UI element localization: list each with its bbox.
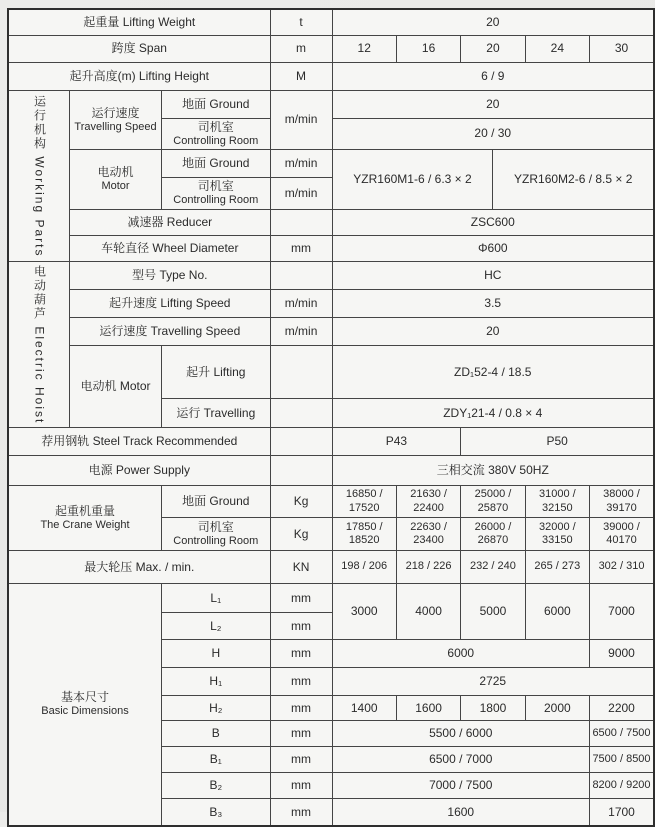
wp-motor-cab-unit: m/min [270, 178, 332, 210]
lifting-weight-unit: t [270, 9, 332, 35]
basic-dimensions-label-en: Basic Dimensions [41, 705, 129, 718]
electric-hoist-section-label: 电动葫芦 Electric Hoist [8, 262, 70, 428]
crane-spec-table [7, 8, 655, 827]
crane-weight-cab-unit: Kg [270, 518, 332, 551]
lifting-height-value: 6 / 9 [332, 62, 654, 90]
hoist-motor-travelling-unit [270, 399, 332, 428]
max-wheel-load-value: 302 / 310 [590, 551, 654, 584]
wp-motor-cab-label-zh: 司机室 [197, 179, 234, 194]
dim-h2-value: 1800 [461, 696, 525, 721]
dim-h2-value: 1400 [332, 696, 396, 721]
hoist-lifting-speed-label: 起升速度 Lifting Speed [70, 290, 271, 318]
wp-motor-label-en: Motor [101, 180, 130, 193]
wp-motor-value-right: YZR160M2-6 / 8.5 × 2 [493, 150, 654, 210]
working-parts-section-label: 运行机构 Working Parts [8, 90, 70, 262]
crane-weight-cab-label [162, 518, 271, 551]
steel-track-value-left: P43 [332, 428, 461, 456]
max-wheel-load-value: 232 / 240 [461, 551, 525, 584]
span-unit: m [270, 35, 332, 62]
wp-motor-label-zh: 电动机 [97, 165, 134, 180]
hoist-type-value: HC [332, 262, 654, 290]
crane-weight-ground-label: 地面 Ground [162, 486, 271, 518]
dim-h-value-last: 9000 [590, 640, 654, 668]
dim-b3-value-main: 1600 [332, 799, 590, 826]
dim-b3-label: B₃ [162, 799, 271, 826]
row-max-wheel-load [8, 551, 654, 584]
dim-b1-label: B₁ [162, 747, 271, 773]
crane-weight-label-en: The Crane Weight [40, 518, 130, 531]
wp-travelling-speed-label-en: Travelling Speed [74, 120, 157, 133]
crane-weight-cab-label-en: Controlling Room [173, 534, 259, 547]
wp-speed-ground-label: 地面 Ground [162, 90, 271, 118]
hoist-motor-lifting-label: 起升 Lifting [162, 346, 271, 399]
steel-track-unit [270, 428, 332, 456]
row-wheel-diameter [8, 236, 654, 262]
dim-b-value-main: 5500 / 6000 [332, 721, 590, 747]
dim-b2-value-last: 8200 / 9200 [590, 773, 654, 799]
crane-weight-ground-value: 31000 / 32150 [525, 486, 589, 518]
steel-track-label: 荐用钢轨 Steel Track Recommended [8, 428, 270, 456]
wheel-diameter-unit: mm [270, 236, 332, 262]
dim-b-unit: mm [270, 721, 332, 747]
dim-l1-unit: mm [270, 584, 332, 613]
max-wheel-load-value: 265 / 273 [525, 551, 589, 584]
max-wheel-load-label: 最大轮压 Max. / min. [8, 551, 270, 584]
dim-l-value: 5000 [461, 584, 525, 640]
span-value: 16 [396, 35, 460, 62]
dim-l-value: 7000 [590, 584, 654, 640]
dim-l-value: 4000 [396, 584, 460, 640]
wp-travelling-speed-label [70, 90, 162, 150]
crane-weight-cab-value: 17850 / 18520 [332, 518, 396, 551]
span-value: 24 [525, 35, 589, 62]
wp-speed-cab-value: 20 / 30 [332, 118, 654, 150]
crane-weight-label [8, 486, 162, 551]
reducer-label: 减速器 Reducer [70, 210, 271, 236]
row-reducer [8, 210, 654, 236]
hoist-travelling-speed-value: 20 [332, 318, 654, 346]
span-value: 20 [461, 35, 525, 62]
row-wp-speed-ground [8, 90, 654, 118]
basic-dimensions-label-zh: 基本尺寸 [60, 690, 109, 705]
wp-motor-ground-label: 地面 Ground [162, 150, 271, 178]
hoist-motor-travelling-value: ZDY₁21-4 / 0.8 × 4 [332, 399, 654, 428]
crane-weight-cab-value: 26000 / 26870 [461, 518, 525, 551]
dim-b1-unit: mm [270, 747, 332, 773]
dim-h2-value: 1600 [396, 696, 460, 721]
hoist-travelling-speed-unit: m/min [270, 318, 332, 346]
max-wheel-load-unit: KN [270, 551, 332, 584]
dim-l2-unit: mm [270, 613, 332, 640]
crane-weight-cab-value: 32000 / 33150 [525, 518, 589, 551]
span-value: 12 [332, 35, 396, 62]
power-supply-unit [270, 456, 332, 486]
dim-b1-value-main: 6500 / 7000 [332, 747, 590, 773]
dim-b-value-last: 6500 / 7500 [590, 721, 654, 747]
lifting-height-unit: M [270, 62, 332, 90]
dim-h-value-main: 6000 [332, 640, 590, 668]
hoist-motor-lifting-value: ZD₁52-4 / 18.5 [332, 346, 654, 399]
dim-h2-value: 2200 [590, 696, 654, 721]
steel-track-value-right: P50 [461, 428, 654, 456]
dim-b3-unit: mm [270, 799, 332, 826]
dim-b3-value-last: 1700 [590, 799, 654, 826]
dim-h1-unit: mm [270, 668, 332, 696]
hoist-type-label: 型号 Type No. [70, 262, 271, 290]
wp-speed-unit: m/min [270, 90, 332, 150]
max-wheel-load-value: 218 / 226 [396, 551, 460, 584]
crane-weight-cab-value: 39000 / 40170 [590, 518, 654, 551]
crane-weight-ground-value: 21630 / 22400 [396, 486, 460, 518]
row-hoist-motor-lifting [8, 346, 654, 399]
dim-b-label: B [162, 721, 271, 747]
dim-h1-label: H₁ [162, 668, 271, 696]
hoist-lifting-speed-unit: m/min [270, 290, 332, 318]
dim-h-label: H [162, 640, 271, 668]
crane-weight-ground-unit: Kg [270, 486, 332, 518]
row-lifting-height [8, 62, 654, 90]
row-wp-motor-ground [8, 150, 654, 178]
wp-motor-cab-label-en: Controlling Room [173, 194, 259, 207]
row-power-supply [8, 456, 654, 486]
dim-h2-value: 2000 [525, 696, 589, 721]
hoist-motor-label: 电动机 Motor [70, 346, 162, 428]
lifting-weight-value: 20 [332, 9, 654, 35]
dim-h2-unit: mm [270, 696, 332, 721]
wp-speed-cab-label [162, 118, 271, 150]
lifting-weight-label: 起重量 Lifting Weight [8, 9, 270, 35]
row-span [8, 35, 654, 62]
wp-travelling-speed-label-zh: 运行速度 [91, 105, 140, 120]
wp-motor-ground-unit: m/min [270, 150, 332, 178]
hoist-lifting-speed-value: 3.5 [332, 290, 654, 318]
hoist-type-unit [270, 262, 332, 290]
crane-weight-ground-value: 16850 / 17520 [332, 486, 396, 518]
spec-sheet [7, 8, 655, 827]
dim-b2-unit: mm [270, 773, 332, 799]
span-value: 30 [590, 35, 654, 62]
row-hoist-lifting-speed [8, 290, 654, 318]
hoist-motor-travelling-label: 运行 Travelling [162, 399, 271, 428]
wp-motor-cab-label [162, 178, 271, 210]
max-wheel-load-value: 198 / 206 [332, 551, 396, 584]
dim-l1-label: L₁ [162, 584, 271, 613]
wp-speed-cab-label-en: Controlling Room [173, 134, 259, 147]
crane-weight-label-zh: 起重机重量 [54, 503, 115, 518]
crane-weight-cab-label-zh: 司机室 [197, 519, 234, 534]
crane-weight-cab-value: 22630 / 23400 [396, 518, 460, 551]
dim-b1-value-last: 7500 / 8500 [590, 747, 654, 773]
lifting-height-label: 起升高度(m) Lifting Height [8, 62, 270, 90]
wp-motor-label [70, 150, 162, 210]
row-hoist-travelling-speed [8, 318, 654, 346]
wp-speed-cab-label-zh: 司机室 [197, 119, 234, 134]
power-supply-value: 三相交流 380V 50HZ [332, 456, 654, 486]
power-supply-label: 电源 Power Supply [8, 456, 270, 486]
basic-dimensions-label [8, 584, 162, 826]
crane-weight-ground-value: 38000 / 39170 [590, 486, 654, 518]
span-label: 跨度 Span [8, 35, 270, 62]
hoist-motor-lifting-unit [270, 346, 332, 399]
row-hoist-type [8, 262, 654, 290]
dim-b2-label: B₂ [162, 773, 271, 799]
reducer-value: ZSC600 [332, 210, 654, 236]
dim-h1-value: 2725 [332, 668, 654, 696]
hoist-travelling-speed-label: 运行速度 Travelling Speed [70, 318, 271, 346]
dim-l2-label: L₂ [162, 613, 271, 640]
dim-l-value: 3000 [332, 584, 396, 640]
row-steel-track [8, 428, 654, 456]
dim-h2-label: H₂ [162, 696, 271, 721]
row-lifting-weight [8, 9, 654, 35]
wp-speed-ground-value: 20 [332, 90, 654, 118]
crane-weight-ground-value: 25000 / 25870 [461, 486, 525, 518]
row-crane-weight-ground [8, 486, 654, 518]
dim-b2-value-main: 7000 / 7500 [332, 773, 590, 799]
row-dim-l1 [8, 584, 654, 613]
dim-l-value: 6000 [525, 584, 589, 640]
wheel-diameter-label: 车轮直径 Wheel Diameter [70, 236, 271, 262]
dim-h-unit: mm [270, 640, 332, 668]
reducer-unit [270, 210, 332, 236]
wp-motor-value-left: YZR160M1-6 / 6.3 × 2 [332, 150, 493, 210]
wheel-diameter-value: Φ600 [332, 236, 654, 262]
